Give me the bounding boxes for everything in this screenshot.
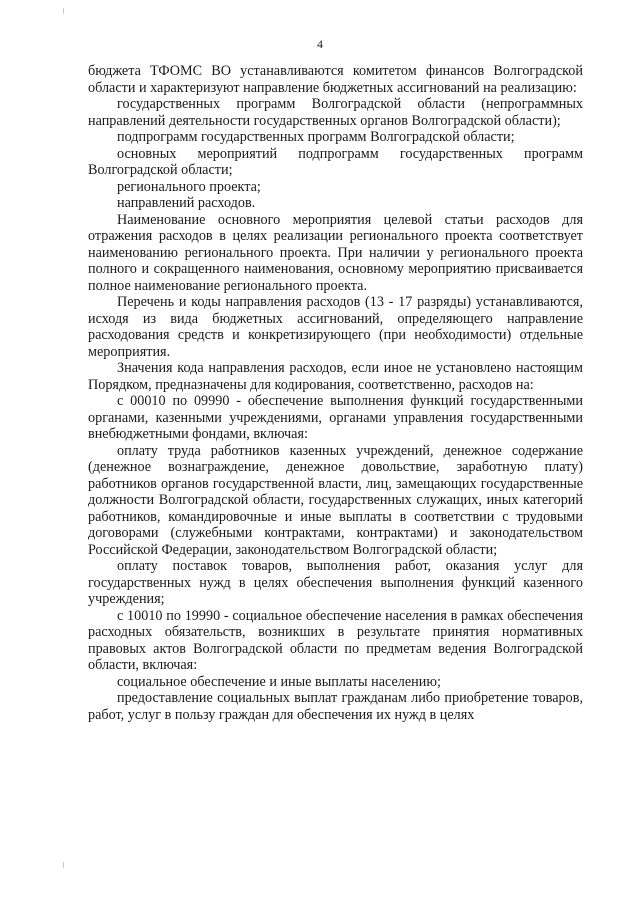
paragraph: Наименование основного мероприятия целевой статьи расходов для отражения расходов в целях реализации регионального проекта соответствует наименованию регионального проекта. При наличии у регионального проекта полного и сокращенного наименования, основному мероприятию присваивается полное наименование регионального проекта. [88, 211, 583, 294]
margin-mark-top [63, 8, 64, 14]
paragraph: социальное обеспечение и иные выплаты населению; [117, 673, 441, 690]
paragraph: с 10010 по 19990 - социальное обеспечение населения в рамках обеспечения расходных обязательств, возникших в результате принятия нормативных правовых актов Волгоградской области по предметам ведения Волгоградской области, включая: [88, 607, 583, 673]
paragraph: направлений расходов. [117, 195, 256, 211]
paragraph: регионального проекта; [117, 178, 261, 195]
document-body [88, 63, 583, 723]
paragraph: оплату поставок товаров, выполнения работ, оказания услуг для государственных нужд в целях обеспечения выполнения функций казенного учреждения; [88, 558, 583, 607]
margin-mark-bottom [63, 862, 64, 868]
paragraph: бюджета ТФОМС ВО устанавливаются комитетом финансов Волгоградской области и характеризуют направление бюджетных ассигнований на реализацию: [88, 63, 583, 96]
paragraph: основных мероприятий подпрограмм государственных программ Волгоградской области; [88, 145, 583, 178]
paragraph: подпрограмм государственных программ Волгоградской области; [117, 129, 515, 145]
paragraph: с 00010 по 09990 - обеспечение выполнения функций государственными органами, казенными учреждениями, органами управления государственными внебюджетными фондами, включая: [88, 393, 583, 442]
paragraph: предоставление социальных выплат гражданам либо приобретение товаров, работ, услуг в пользу граждан для обеспечения их нужд в целях [88, 690, 583, 723]
paragraph: государственных программ Волгоградской области (непрограммных направлений деятельности государственных органов Волгоградской области); [88, 96, 583, 129]
paragraph: Перечень и коды направления расходов (13 - 17 разряды) устанавливаются, исходя из вида бюджетных ассигнований, определяющего направление расходования средств и конкретизирующего (при необходимости) отдельные мероприятия. [88, 294, 583, 360]
page-number: 4 [317, 37, 323, 51]
paragraph: Значения кода направления расходов, если иное не установлено настоящим Порядком, предназначены для кодирования, соответственно, расходов на: [88, 360, 583, 393]
paragraph: оплату труда работников казенных учреждений, денежное содержание (денежное вознаграждение, денежное довольствие, заработную плату) работников органов государственной власти, лиц, замещающих государственные должности Волгоградской области, государственных служащих, иных категорий работников, командировочные и иные выплаты в соответствии с трудовыми договорами (служебными контрактами, контрактами) и законодательством Российской Федерации, законодательством Волгоградской области; [88, 442, 583, 558]
